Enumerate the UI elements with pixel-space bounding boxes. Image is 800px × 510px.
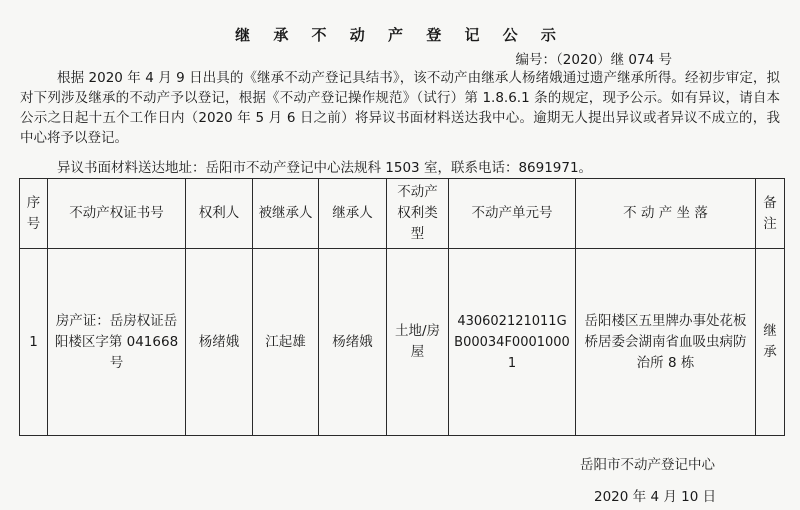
- header-unit-no: 不动产单元号: [449, 179, 576, 249]
- objection-address: 异议书面材料送达地址：岳阳市不动产登记中心法规科 1503 室，联系电话：8691971。: [57, 160, 593, 176]
- header-heir: 继承人: [319, 179, 387, 249]
- property-table: [19, 178, 785, 436]
- cell-cert-no: 房产证：岳房权证岳阳楼区字第 041668 号: [48, 249, 186, 436]
- cell-remark: 继承: [756, 249, 785, 436]
- header-seq: 序号: [20, 179, 48, 249]
- table-header-row: [20, 179, 785, 249]
- header-cert-no: 不动产权证书号: [48, 179, 186, 249]
- document-title: 继 承 不 动 产 登 记 公 示: [235, 26, 565, 44]
- header-decedent: 被继承人: [253, 179, 319, 249]
- issue-date: 2020 年 4 月 10 日: [594, 489, 717, 505]
- header-right-type: 不动产权利类型: [387, 179, 449, 249]
- issuer-signature: 岳阳市不动产登记中心: [580, 457, 715, 473]
- cell-unit-no: 430602121011GB00034F00010001: [449, 249, 576, 436]
- notice-paragraph: 根据 2020 年 4 月 9 日出具的《继承不动产登记具结书》，该不动产由继承人杨绪娥通过遗产继承所得。经初步审定，拟对下列涉及继承的不动产予以登记，根据《不动产登记操作规范》（试行）第 1.8.6.1 条的规定，现予公示。如有异议，请自本公示之日起十五个工作日内（2020 年 5 月 6 日之前）将异议书面材料送达我中心。逾期无人提出异议或者异议不成立的，我中心将予以登记。: [20, 70, 780, 146]
- cell-seq: 1: [20, 249, 48, 436]
- header-remark: 备注: [756, 179, 785, 249]
- document-number: 编号：（2020）继 074 号: [515, 52, 672, 68]
- cell-owner: 杨绪娥: [186, 249, 253, 436]
- header-owner: 权利人: [186, 179, 253, 249]
- cell-location: 岳阳楼区五里牌办事处花板桥居委会湖南省血吸虫病防治所 8 栋: [576, 249, 756, 436]
- table-row: [20, 249, 785, 436]
- cell-right-type: 土地/房屋: [387, 249, 449, 436]
- cell-heir: 杨绪娥: [319, 249, 387, 436]
- header-location: 不 动 产 坐 落: [576, 179, 756, 249]
- cell-decedent: 江起雄: [253, 249, 319, 436]
